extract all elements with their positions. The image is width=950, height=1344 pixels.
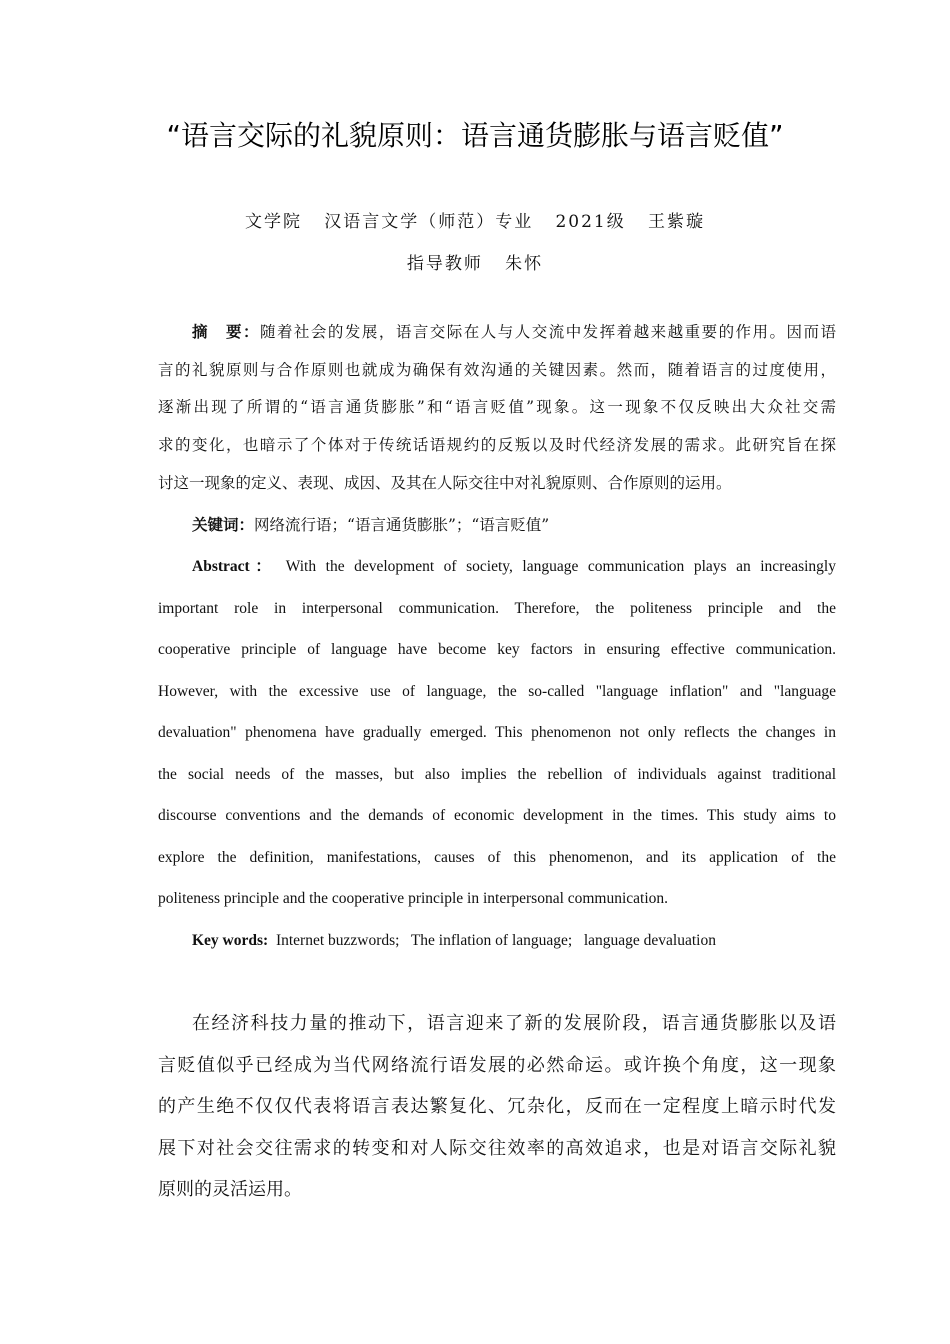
abstract-line: cooperative principle of language have become key factors in ensuring effective communication. [158,641,836,658]
chinese-keywords [158,507,836,545]
body-line: 言贬值似乎已经成为当代网络流行语发展的必然命运。或许换个角度，这一现象 [158,1054,836,1076]
keywords-label: Key words: [192,931,269,949]
english-abstract [158,546,836,961]
abstract-line: the social needs of the masses, but also implies the rebellion of individuals against traditional [158,765,836,783]
abstract-line: Abstract： With the development of society, language communication plays an increasingly [192,558,836,575]
abstract-line: devaluation" phenomena have gradually emerged. This phenomenon not only reflects the changes in [158,724,836,741]
body-paragraph [158,1003,836,1211]
abstract-line: politeness principle and the cooperative principle in interpersonal communication. [158,890,669,907]
body-line: 展下对社会交往需求的转变和对人际交往效率的高效追求，也是对语言交际礼貌 [158,1137,836,1159]
paper-title: “语言交际的礼貌原则：语言通货膨胀与语言贬值” [166,119,784,152]
body-line: 的产生绝不仅仅代表将语言表达繁复化、冗杂化，反而在一定程度上暗示时代发 [158,1096,836,1117]
abstract-line: 言的礼貌原则与合作原则也就成为确保有效沟通的关键因素。然而，随着语言的过度使用， [158,360,836,379]
abstract-line: However, with the excessive use of language, the so-called "language inflation" and "language [158,682,836,700]
keywords-text: 网络流行语；“语言通货膨胀”；“语言贬值” [254,516,550,534]
english-keywords [158,920,836,962]
abstract-label: Abstract： [192,558,277,575]
body-line: 在经济科技力量的推动下，语言迎来了新的发展阶段，语言通货膨胀以及语 [192,1013,836,1034]
abstract-line: 讨这一现象的定义、表现、成因、及其在人际交往中对礼貌原则、合作原则的运用。 [158,473,732,492]
body-line: 原则的灵活运用。 [158,1179,302,1200]
abstract-line: important role in interpersonal communication. Therefore, the politeness principle and the [158,599,836,617]
abstract-line: 逐渐出现了所谓的“语言通货膨胀”和“语言贬值”现象。这一现象不仅反映出大众社交需 [158,398,836,417]
abstract-line: 求的变化，也暗示了个体对于传统话语规约的反叛以及时代经济发展的需求。此研究旨在探 [158,436,836,455]
abstract-line: discourse conventions and the demands of economic development in the times. This study aims to [158,807,836,824]
keywords-label: 关键词： [192,516,255,534]
chinese-abstract [158,314,836,502]
abstract-line: 摘 要：随着社会的发展，语言交际在人与人交流中发挥着越来越重要的作用。因而语 [192,323,836,341]
keywords-text: Internet buzzwords; The inflation of language; language devaluation [275,931,716,949]
abstract-label: 摘 要： [192,323,260,341]
author-line: 文学院 汉语言文学（师范）专业 2021级 王紫璇 [245,212,705,232]
abstract-line: explore the definition, manifestations, causes of this phenomenon, and its application of the [158,848,836,866]
advisor-line: 指导教师 朱怀 [406,254,544,274]
